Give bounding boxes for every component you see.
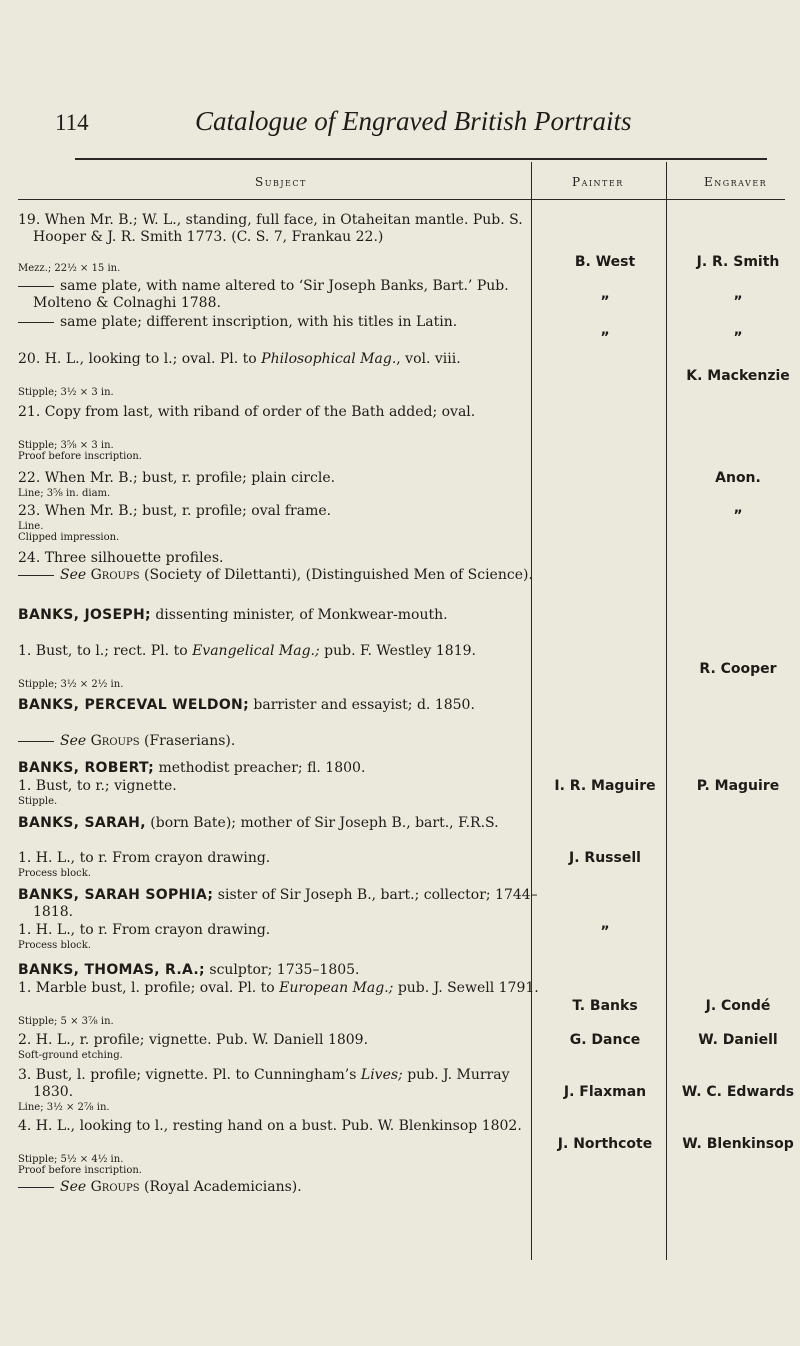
see-label: See [60,1179,87,1195]
painter-cell: I. R. Maguire [554,778,656,794]
engraver-cell: J. R. Smith [696,254,780,270]
painter-cell: T. Banks [572,998,638,1014]
engraver-cell: J. Condé [705,998,771,1014]
sitter-description: (born Bate); mother of Sir Joseph B., bart., F.R.S. [150,815,499,831]
entry-22-note: Line; 3⅝ in. diam. [18,488,111,499]
entry-text: same plate; different inscription, with his titles in Latin. [60,314,458,330]
entry-sarah-1-note: Process block. [18,868,91,879]
sitter-name: BANKS, ROBERT; [18,760,154,776]
journal-title: Evangelical Mag.; [192,643,320,659]
painter-cell: G. Dance [569,1032,641,1048]
heading-banks-joseph [18,607,543,624]
book-title: Lives; [360,1067,403,1083]
entry-21: 21. Copy from last, with riband of order of the Bath added; oval. [18,404,476,420]
entry-thomas-4: 4. H. L., looking to l., resting hand on a bust. Pub. W. Blenkinsop 1802. [18,1118,522,1134]
sitter-description: dissenting minister, of Monkwear-mouth. [155,607,448,623]
journal-title: European Mag.; [279,980,394,996]
groups-label: Groups [90,733,140,749]
entry-text: 20. H. L., looking to l.; oval. Pl. to [18,351,262,367]
entry-23-note: Line. [18,521,44,532]
entry-sarah-sophia-1: 1. H. L., to r. From crayon drawing. [18,922,271,938]
page-number: 114 [55,110,89,135]
entry-24-see-also [18,567,543,584]
entry-sarah-1: 1. H. L., to r. From crayon drawing. [18,850,271,866]
engraver-cell: Anon. [715,470,761,486]
engraver-cell: ” [733,294,743,310]
entry-text: (Royal Academicians). [144,1179,302,1195]
dash-rule [18,1187,54,1188]
heading-banks-sarah-sophia [18,887,543,921]
engraver-cell: R. Cooper [699,661,777,677]
entry-thomas-see-also [18,1179,543,1196]
entry-text: 1. Bust, to l.; rect. Pl. to [18,643,193,659]
entry-text: pub. J. Murray 1830. [33,1067,510,1100]
entry-24: 24. Three silhouette profiles. [18,550,224,566]
entry-joseph-1 [18,643,543,660]
painter-cell: ” [600,924,610,940]
entry-thomas-1 [18,980,543,997]
engraver-cell: W. Daniell [698,1032,778,1048]
entry-text: 3. Bust, l. profile; vignette. Pl. to Cunningham’s [18,1067,361,1083]
entry-joseph-1-note: Stipple; 3½ × 2½ in. [18,679,124,690]
entry-21-note-2: Proof before inscription. [18,451,142,462]
engraver-cell: ” [733,330,743,346]
sitter-description: methodist preacher; fl. 1800. [158,760,366,776]
see-label: See [60,567,87,583]
entry-20 [18,351,543,368]
entry-23: 23. When Mr. B.; bust, r. profile; oval frame. [18,503,332,519]
heading-banks-perceval [18,697,543,714]
entry-thomas-3 [18,1067,543,1101]
see-label: See [60,733,87,749]
painter-cell: J. Russell [569,850,641,866]
entry-20-note: Stipple; 3½ × 3 in. [18,387,114,398]
header-rule [18,199,785,200]
sitter-description: sculptor; 1735–1805. [209,962,360,978]
entry-thomas-4-note-2: Proof before inscription. [18,1165,142,1176]
entry-robert-1-note: Stipple. [18,796,58,807]
sitter-description: sister of Sir Joseph B., bart.; collector; 1744–1818. [33,887,538,920]
engraver-cell: W. Blenkinsop [682,1136,794,1152]
painter-cell: ” [600,330,610,346]
entry-text: (Society of Dilettanti), (Distinguished Men of Science). [144,567,533,583]
entry-thomas-2-note: Soft-ground etching. [18,1050,123,1061]
entry-text: pub. F. Westley 1819. [319,643,476,659]
entry-text: , vol. viii. [396,351,461,367]
entry-thomas-3-note: Line; 3½ × 2⅞ in. [18,1102,110,1113]
entry-21-note: Stipple; 3⅝ × 3 in. [18,440,114,451]
painter-cell: J. Northcote [557,1136,653,1152]
running-title: Catalogue of Engraved British Portraits [195,106,632,136]
dash-rule [18,322,54,323]
heading-banks-thomas [18,962,543,979]
sitter-name: BANKS, PERCEVAL WELDON; [18,697,249,713]
dash-rule [18,741,54,742]
sitter-name: BANKS, SARAH SOPHIA; [18,887,214,903]
engraver-cell: ” [733,508,743,524]
heading-banks-robert [18,760,543,777]
entry-19-variant-1 [18,278,543,312]
entry-23-note-2: Clipped impression. [18,532,120,543]
entry-text: same plate, with name altered to ‘Sir Joseph Banks, Bart.’ Pub. Molteno & Colnaghi 1788. [33,278,509,311]
top-rule [75,158,767,160]
entry-22: 22. When Mr. B.; bust, r. profile; plain circle. [18,470,336,486]
entry-text: pub. J. Sewell 1791. [393,980,539,996]
journal-title: Philosophical Mag. [261,351,397,367]
entry-thomas-4-note: Stipple; 5½ × 4½ in. [18,1154,124,1165]
entry-thomas-2: 2. H. L., r. profile; vignette. Pub. W. Daniell 1809. [18,1032,369,1048]
entry-text: (Fraserians). [144,733,236,749]
sitter-name: BANKS, JOSEPH; [18,607,151,623]
entry-perceval-see-also [18,733,543,750]
painter-cell: ” [600,294,610,310]
subject-column-header: Subject [255,175,307,189]
entry-sarah-sophia-1-note: Process block. [18,940,91,951]
entry-thomas-1-note: Stipple; 5 × 3⅞ in. [18,1016,114,1027]
heading-banks-sarah [18,815,543,832]
dash-rule [18,575,54,576]
entry-19: 19. When Mr. B.; W. L., standing, full face, in Otaheitan mantle. Pub. S. Hooper & J. R. Smith 1773. (C. S. 7, Frankau 22.) [18,212,523,245]
engraver-cell: W. C. Edwards [681,1084,795,1100]
painter-cell: B. West [574,254,636,270]
engraver-column-header: Engraver [704,175,768,189]
painter-cell: J. Flaxman [563,1084,647,1100]
groups-label: Groups [90,1179,140,1195]
entry-text: 1. Marble bust, l. profile; oval. Pl. to [18,980,280,996]
entry-robert-1: 1. Bust, to r.; vignette. [18,778,177,794]
sitter-description: barrister and essayist; d. 1850. [253,697,475,713]
entry-19-note: Mezz.; 22½ × 15 in. [18,263,121,274]
engraver-cell: K. Mackenzie [686,368,790,384]
groups-label: Groups [90,567,140,583]
sitter-name: BANKS, THOMAS, R.A.; [18,962,205,978]
engraver-cell: P. Maguire [696,778,780,794]
sitter-name: BANKS, SARAH, [18,815,146,831]
painter-column-header: Painter [572,175,624,189]
entry-19-variant-2 [18,314,543,331]
dash-rule [18,286,54,287]
